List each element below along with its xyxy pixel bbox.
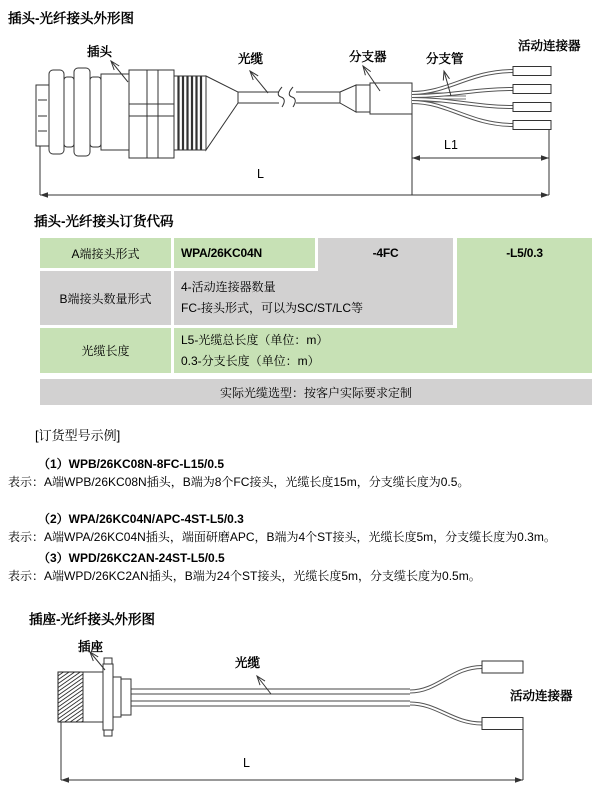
cell-cable-length-line2: 0.3-分支长度（单位：m） <box>181 354 320 368</box>
splitter-shape <box>340 83 412 114</box>
connectors-label: 活动连接器 <box>518 39 581 53</box>
branch-curves <box>412 71 513 125</box>
plug-label: 插头 <box>87 45 113 59</box>
cell-b-end-label: B端接头数量形式 <box>40 271 171 325</box>
plug-connector-shape <box>36 68 238 158</box>
cell-b-end-desc-line2: FC-接头形式，可以为SC/ST/LC等 <box>181 301 364 315</box>
splitter-label: 分支器 <box>349 50 387 64</box>
cable-label: 光缆 <box>235 656 261 670</box>
socket-label: 插座 <box>78 640 104 654</box>
order-code-title: 插头-光纤接头订货代码 <box>34 214 174 229</box>
cell-a-end-value: WPA/26KC04N <box>174 238 315 268</box>
examples-heading: [订货型号示例] <box>35 428 121 443</box>
cell-cable-length-line1: L5-光缆总长度（单位：m） <box>181 333 329 347</box>
plug-assembly-diagram <box>0 30 616 205</box>
cell-b-end-desc-line1: 4-活动连接器数量 <box>181 280 276 294</box>
cell-cable-length-label: 光缆长度 <box>40 328 171 373</box>
example-3-desc: 表示：A端WPD/26KC2AN插头，B端为24个ST接头，光缆长度5m，分支缆长度为0.5m。 <box>8 569 481 583</box>
example-2-code: （2）WPA/26KC04N/APC-4ST-L5/0.3 <box>38 512 244 526</box>
socket-assembly-diagram <box>0 630 616 791</box>
example-2-desc: 表示：A端WPA/26KC04N插头，端面研磨APC，B端为4个ST接头，光缆长度5m，分支缆长度为0.3m。 <box>8 530 556 544</box>
cell-b-end-code: -4FC <box>318 238 453 325</box>
cell-b-end-desc <box>174 271 453 325</box>
table-footer-note: 实际光缆选型：按客户实际要求定制 <box>40 379 592 405</box>
dimension-lines <box>61 722 523 783</box>
pigtail-connector-shapes <box>513 67 551 130</box>
example-1-desc: 表示：A端WPB/26KC08N插头，B端为8个FC接头，光缆长度15m，分支缆长度为0.5。 <box>8 475 470 489</box>
dim-l-label: L <box>257 167 264 181</box>
dim-l1-label: L1 <box>444 138 458 152</box>
cell-length-code: -L5/0.3 <box>457 238 592 373</box>
cable-lines <box>131 689 410 706</box>
socket-connector-shape <box>58 658 131 736</box>
socket-outline-title: 插座-光纤接头外形图 <box>29 612 155 627</box>
plug-outline-title: 插头-光纤接头外形图 <box>8 11 134 26</box>
cable-label: 光缆 <box>238 52 264 66</box>
dim-l-label: L <box>243 756 250 770</box>
cable-lines <box>238 87 340 107</box>
cell-cable-length-desc <box>174 328 592 373</box>
order-code-table <box>40 238 592 405</box>
cell-a-end-label: A端接头形式 <box>40 238 171 268</box>
branch-tube-label: 分支管 <box>426 52 464 66</box>
branch-curves <box>410 667 482 724</box>
example-1-code: （1）WPB/26KC08N-8FC-L15/0.5 <box>38 457 225 471</box>
connectors-label: 活动连接器 <box>510 689 573 703</box>
example-3-code: （3）WPD/26KC2AN-24ST-L5/0.5 <box>38 551 225 565</box>
